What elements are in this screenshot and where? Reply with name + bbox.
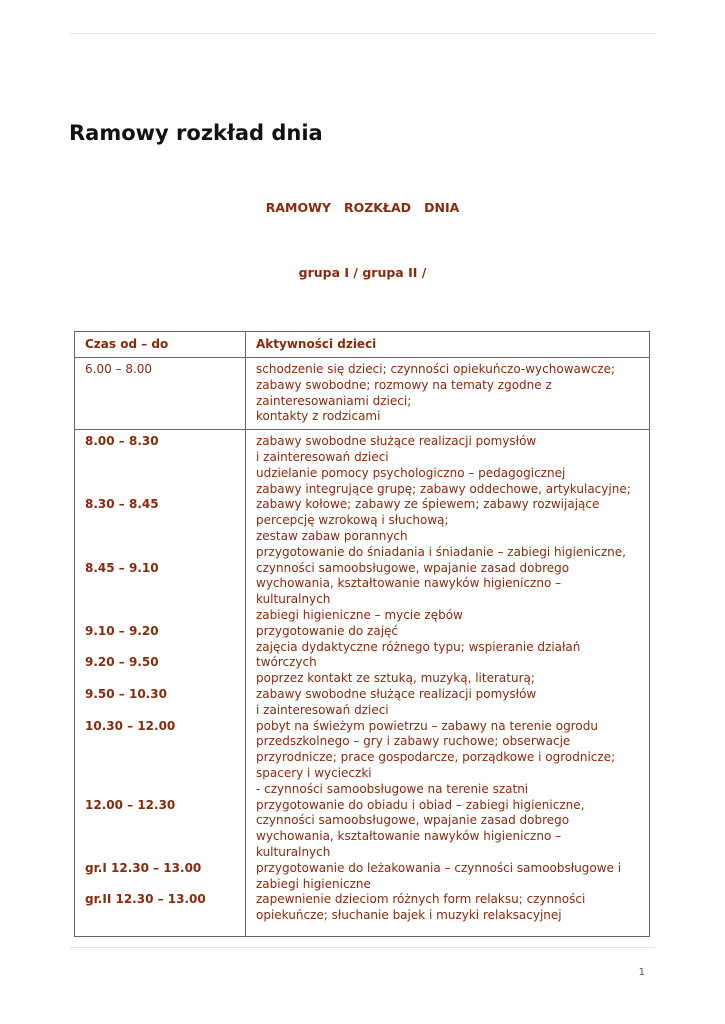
activity-line: przedszkolnego – gry i zabawy ruchowe; obserwacje [256, 734, 571, 749]
time-cell [75, 358, 246, 430]
activity-line: czynności samoobsługowe, wpajanie zasad dobrego [256, 813, 570, 828]
activity-line: spacery i wycieczki [256, 765, 372, 780]
activity-line: - czynności samoobsługowe na terenie szatni [256, 781, 529, 796]
time-range: 6.00 – 8.00 [85, 362, 153, 376]
activity-line: przyrodnicze; prace gospodarcze, porządkowe i ogrodnicze; [256, 750, 616, 765]
page-title: Ramowy rozkład dnia [69, 121, 323, 145]
activity-line: udzielanie pomocy psychologiczno – pedagogicznej [256, 465, 566, 480]
groups-subtitle: grupa I / grupa II / [298, 265, 427, 280]
activity-line: czynności samoobsługowe, wpajanie zasad dobrego [256, 560, 570, 575]
activity-line: przygotowanie do śniadania i śniadanie – zabiegi higieniczne, [256, 544, 626, 559]
schedule-table [74, 331, 650, 937]
activity-line: opiekuńcze; słuchanie bajek i muzyki relaksacyjnej [256, 908, 562, 923]
time-cell [75, 430, 246, 937]
activity-line: zabawy swobodne służące realizacji pomysłów [256, 434, 537, 449]
time-range: 9.20 – 9.50 [85, 655, 159, 670]
time-range: 9.50 – 10.30 [85, 686, 167, 701]
activity-line: zajęcia dydaktyczne różnego typu; wspieranie działań twórczych [256, 639, 581, 670]
time-range: 9.10 – 9.20 [85, 623, 159, 638]
activity-line: percepcję wzrokową i słuchową; [256, 513, 449, 528]
activity-line: i zainteresowań dzieci [256, 449, 389, 464]
table-row [75, 430, 650, 937]
activity-line: przygotowanie do zajęć [256, 623, 399, 638]
activity-line: schodzenie się dzieci; czynności opiekuńczo-wychowawcze; [256, 362, 616, 376]
activity-line: zabawy kołowe; zabawy ze śpiewem; zabawy rozwijające [256, 497, 600, 512]
table-header-row [75, 332, 650, 358]
activity-line: zabiegi higieniczne [256, 876, 371, 891]
activity-line: zabawy swobodne służące realizacji pomysłów [256, 686, 537, 701]
activity-line: pobyt na świeżym powietrzu – zabawy na terenie ogrodu [256, 718, 598, 733]
bottom-divider [70, 947, 655, 948]
activity-line: wychowania, kształtowanie nawyków higieniczno – kulturalnych [256, 829, 562, 859]
activity-line: przygotowanie do obiadu i obiad – zabiegi higieniczne, [256, 797, 585, 812]
activity-line: zainteresowaniami dzieci; [256, 393, 412, 408]
activity-line: i zainteresowań dzieci [256, 702, 389, 717]
document-title: RAMOWY ROZKŁAD DNIA [265, 200, 460, 215]
header-activities: Aktywności dzieci [246, 332, 650, 358]
activity-line: zabiegi higieniczne – mycie zębów [256, 607, 463, 622]
activity-line: kontakty z rodzicami [256, 409, 381, 424]
activities-cell [246, 358, 650, 430]
activity-line: zabawy integrujące grupę; zabawy oddechowe, artykulacyjne; [256, 481, 631, 496]
table-row [75, 358, 650, 430]
activity-line: przygotowanie do leżakowania – czynności samoobsługowe i [256, 860, 622, 875]
activity-line: wychowania, kształtowanie nawyków higieniczno – kulturalnych [256, 576, 562, 607]
activities-cell [246, 430, 650, 937]
time-range: gr.II 12.30 – 13.00 [85, 892, 206, 907]
page-number: 1 [638, 967, 645, 978]
activity-line: poprzez kontakt ze sztuką, muzyką, literaturą; [256, 671, 535, 686]
time-range: 12.00 – 12.30 [85, 797, 176, 812]
time-range: gr.I 12.30 – 13.00 [85, 860, 202, 875]
time-range: 8.45 – 9.10 [85, 560, 159, 575]
activity-line: zapewnienie dzieciom różnych form relaksu; czynności [256, 892, 586, 907]
time-range: 8.30 – 8.45 [85, 497, 159, 512]
header-time: Czas od – do [75, 332, 246, 358]
time-range: 10.30 – 12.00 [85, 718, 176, 733]
time-range: 8.00 – 8.30 [85, 434, 159, 449]
activity-line: zestaw zabaw porannych [256, 528, 408, 543]
top-divider [70, 33, 655, 34]
activity-line: zabawy swobodne; rozmowy na tematy zgodne z [256, 377, 552, 392]
